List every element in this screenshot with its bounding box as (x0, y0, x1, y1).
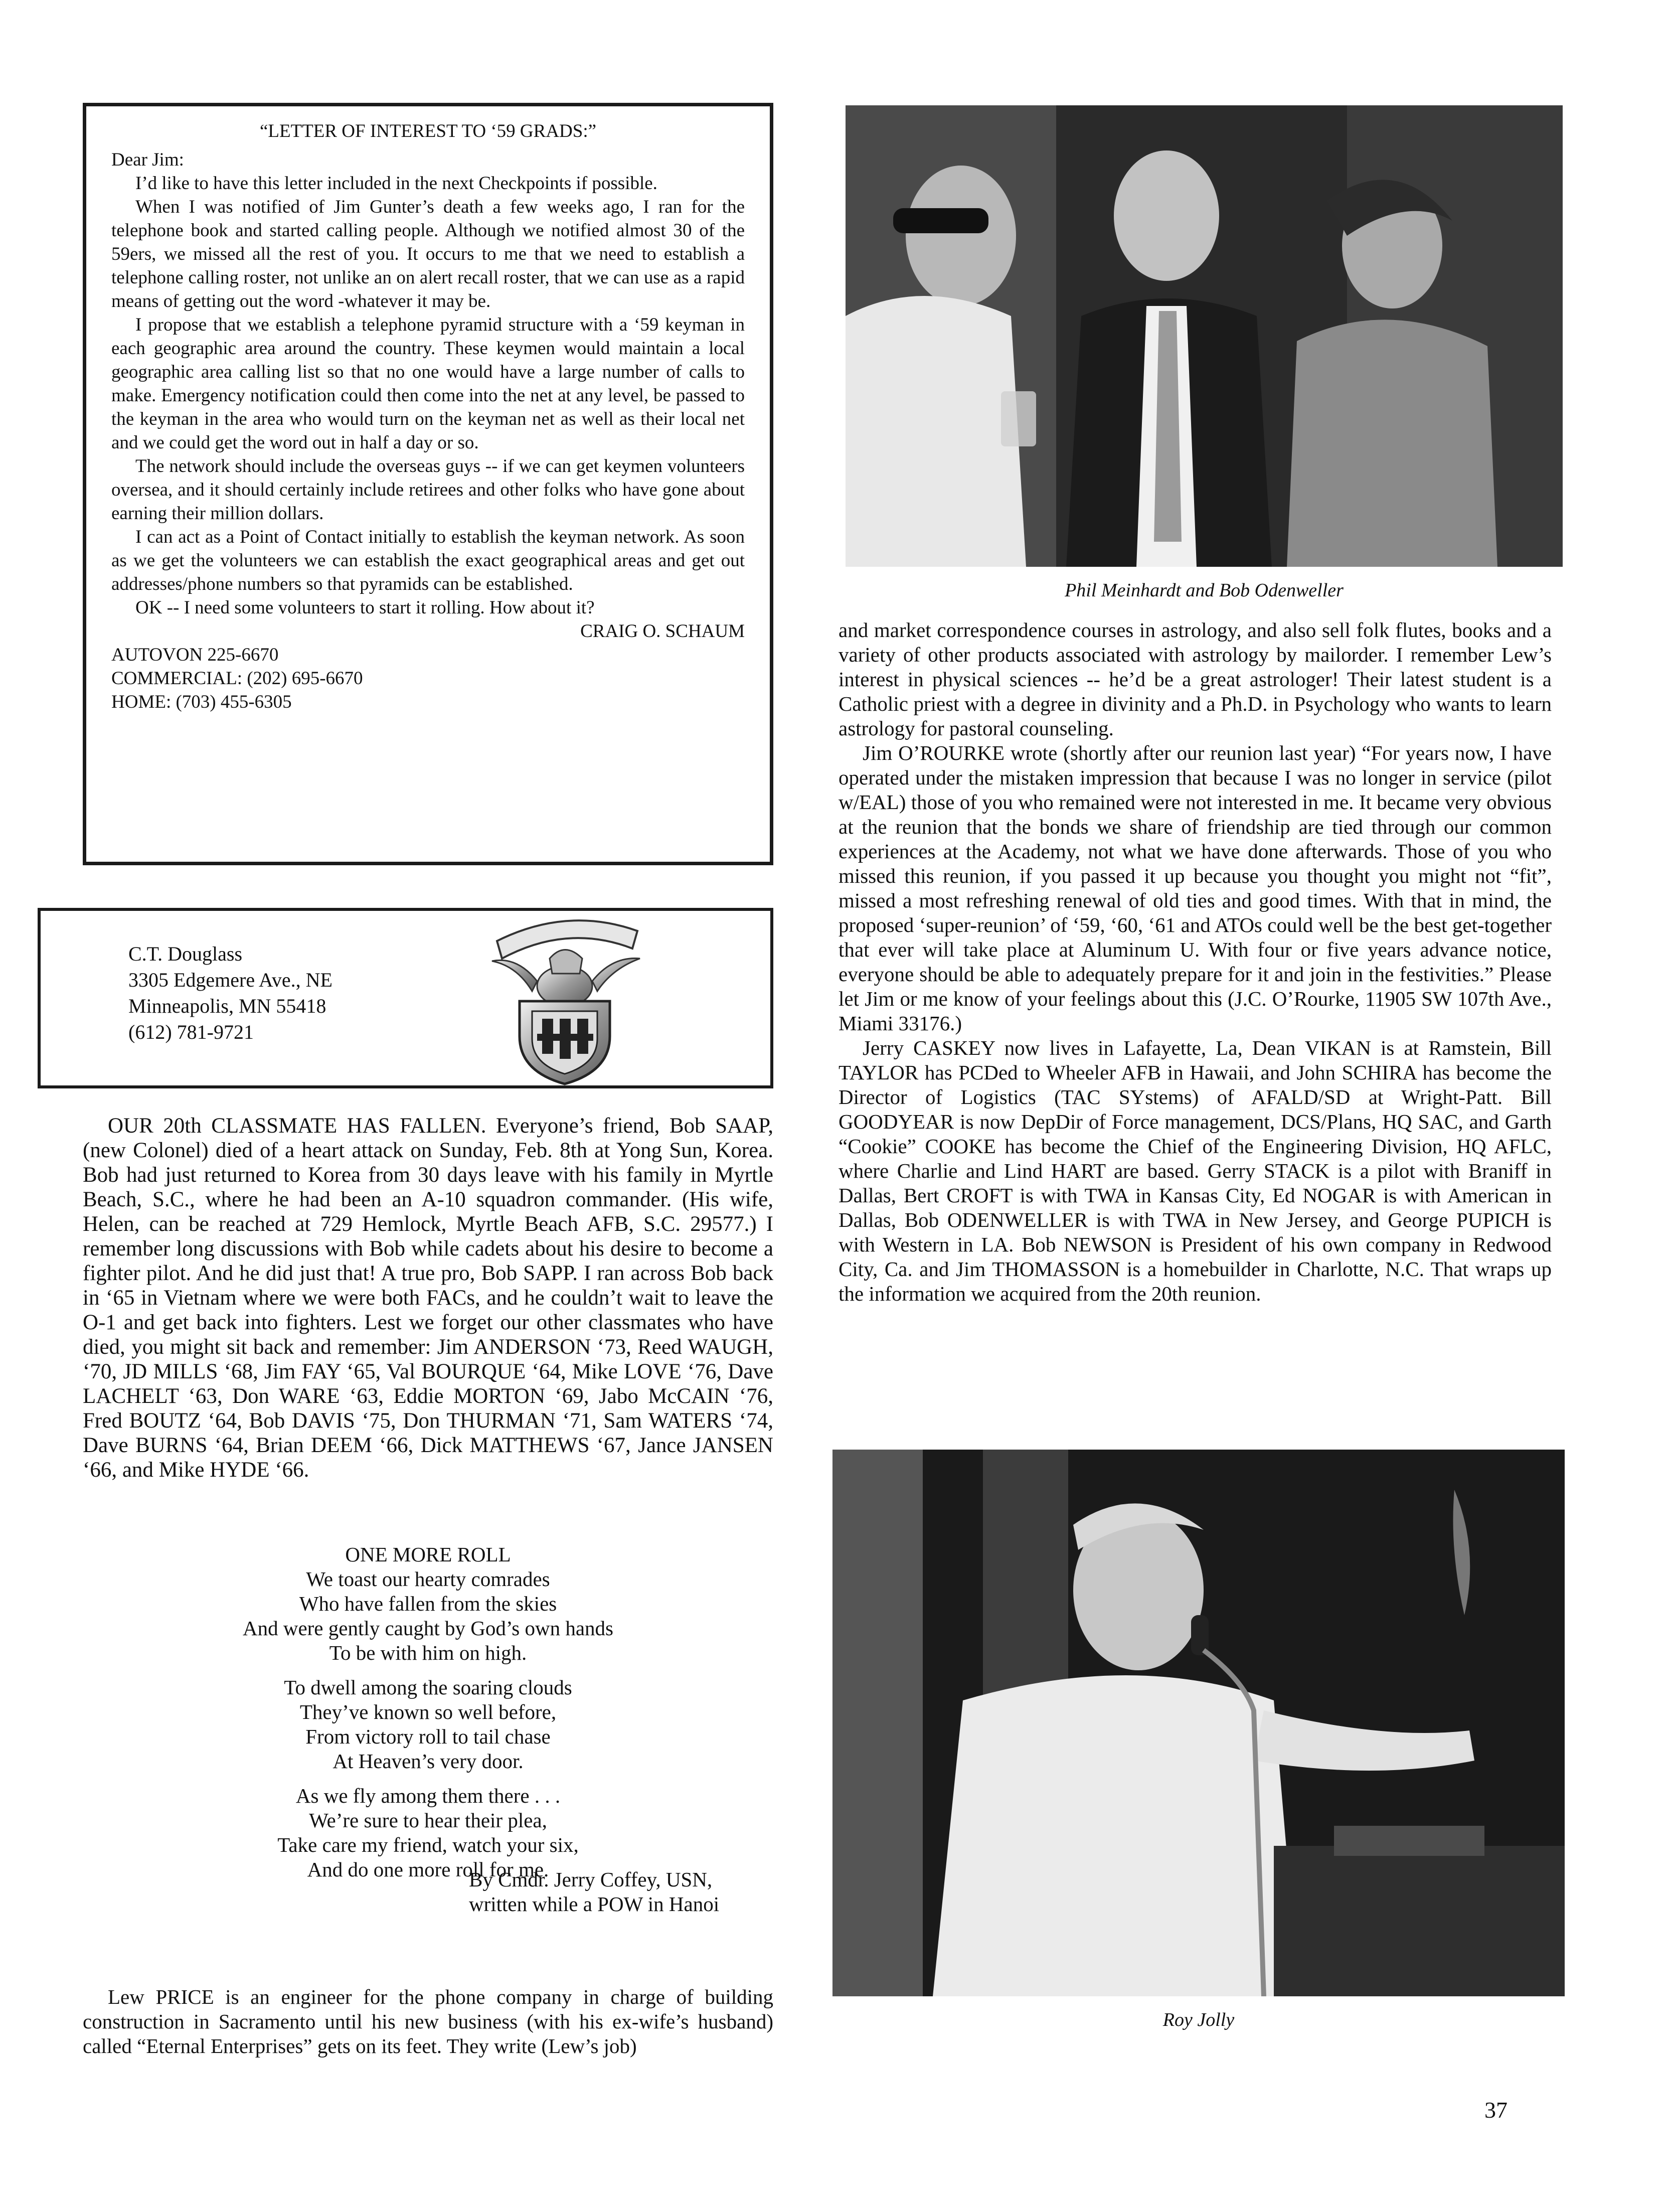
address-name: C.T. Douglass (128, 942, 243, 965)
photo-roy-jolly (832, 1450, 1565, 1996)
letter-signature: CRAIG O. SCHAUM (580, 621, 745, 642)
lew-section (83, 1985, 773, 2059)
letter-contact: AUTOVON 225-6670 (111, 645, 279, 665)
letter-salutation: Dear Jim: (111, 149, 184, 170)
right-paragraph: and market correspondence courses in astrology, and also sell folk flutes, books and a variety of other products associated with astrology by mailorder. I remember Lew’s interest in physical sciences -- he’d be a great astrologer! Their latest student is a Catholic priest with a degree in divinity and a Ph.D. in Psychology who wants to learn astrology for pastoral counseling. (839, 618, 1552, 740)
poem-line: We’re sure to hear their plea, (309, 1809, 547, 1832)
tribute-section (83, 1114, 773, 1482)
address-phone: (612) 781-9721 (128, 1021, 254, 1043)
poem-line: From victory roll to tail chase (305, 1725, 551, 1748)
right-paragraph: Jim O’ROURKE wrote (shortly after our reunion last year) “For years now, I have operated under the mistaken impression that because I was no longer in service (pilot w/EAL) those of you who remained were not interested in me. It became very obvious at the reunion that the bonds we share of friendship are tied through our common experiences at the Academy, not what we have done afterwards. Those of you who missed this reunion, if you passed it up because you thought you might not “fit”, missed a most refreshing renewal of old ties and good times. With that in mind, the proposed ‘super-reunion’ of ‘59, ‘60, ‘61 and ATOs could well be the best get-together that ever will take place at Aluminum U. With four or five years advance notice, everyone should be able to adequately prepare for it and join in the festivities.” Please let Jim or me know of your feelings about this (J.C. O’Rourke, 11905 SW 107th Ave., Miami 33176.) (839, 741, 1552, 1035)
letter-heading: “LETTER OF INTEREST TO ‘59 GRADS:” (259, 121, 597, 141)
photo-caption: Phil Meinhardt and Bob Odenweller (1065, 580, 1344, 601)
address-box (38, 908, 773, 1088)
letter-paragraph: When I was notified of Jim Gunter’s death a few weeks ago, I ran for the telephone book and started calling people. Although we notified almost 30 of the 59ers, we missed all the rest of you. It occurs to me that we need to establish a telephone calling roster, not unlike an on alert recall roster, that we can use as a rapid means of getting out the word -whatever it may be. (111, 197, 745, 311)
address-city: Minneapolis, MN 55418 (128, 995, 326, 1017)
page-number: 37 (1484, 2097, 1508, 2123)
letter-paragraph: I’d like to have this letter included in the next Checkpoints if possible. (135, 173, 657, 194)
photo-image (832, 1450, 1565, 1996)
right-paragraph: Jerry CASKEY now lives in Lafayette, La, Dean VIKAN is at Ramstein, Bill TAYLOR has PCDed to Wheeler AFB in Hawaii, and John SCHIRA has become the Director of Logistics (TAC SYstems) of AFALD/SD at Wright-Patt. Bill GOODYEAR is now DepDir of Force management, DCS/Plans, HQ SAC, and Garth “Cookie” COOKE has become the Chief of the Engineering Division, HQ AFLC, where Charlie and Lind HART are based. Gerry STACK is a pilot with Braniff in Dallas, Bert CROFT is with TWA in Kansas City, Ed NOGAR is with American in Dallas, Bob ODENWELLER is with TWA in New Jersey, and George PUPICH is with Western in LA. Bob NEWSON is President of his own company in Redwood City, Ca. and Jim THOMASSON is a homebuilder in Charlotte, N.C. That wraps up the information we acquired from the 20th reunion. (839, 1036, 1552, 1305)
poem-line: And do one more roll for me. (307, 1858, 549, 1881)
letter-box (83, 103, 773, 865)
poem-line: To dwell among the soaring clouds (284, 1676, 572, 1699)
poem-line: As we fly among them there . . . (295, 1784, 561, 1807)
poem-line: We toast our hearty comrades (306, 1567, 550, 1591)
west-point-crest-icon (462, 911, 673, 1085)
poem-stanza (83, 1675, 773, 1774)
tribute-paragraph: OUR 20th CLASSMATE HAS FALLEN. Everyone’s friend, Bob SAAP, (new Colonel) died of a heart attack on Sunday, Feb. 8th at Yong Sun, Korea. Bob had just returned to Korea from 30 days leave with his family in Myrtle Beach, S.C., where he had been an A-10 squadron commander. (His wife, Helen, can be reached at 729 Hemlock, Myrtle Beach AFB, S.C. 29577.) I remember long discussions with Bob while cadets about his desire to become a fighter pilot. And he did just that! A true pro, Bob SAPP. I ran across Bob back in ‘65 in Vietnam where we were both FACs, and he couldn’t wait to leave the O-1 and get back into fighters. Lest we forget our other classmates who have died, you might sit back and remember: Jim ANDERSON ‘73, Reed WAUGH, ‘70, JD MILLS ‘68, Jim FAY ‘65, Val BOURQUE ‘64, Mike LOVE ‘76, Dave LACHELT ‘63, Don WARE ‘63, Eddie MORTON ‘69, Jabo McCAIN ‘76, Fred BOUTZ ‘64, Bob DAVIS ‘75, Don THURMAN ‘71, Sam WATERS ‘74, Dave BURNS ‘64, Brian DEEM ‘66, Dick MATTHEWS ‘67, Jance JANSEN ‘66, and Mike HYDE ‘66. (83, 1114, 773, 1482)
poem-credit-line: written while a POW in Hanoi (469, 1892, 720, 1916)
letter-contact: HOME: (703) 455-6305 (111, 692, 292, 712)
photo-meinhardt-odenweller (846, 105, 1563, 567)
right-column-text (839, 618, 1552, 1306)
poem-credit (83, 1867, 773, 1917)
photo-caption: Roy Jolly (1162, 2009, 1235, 2030)
address-block (128, 941, 332, 1045)
letter-contact: COMMERCIAL: (202) 695-6670 (111, 668, 363, 689)
poem-title: ONE MORE ROLL (345, 1543, 511, 1566)
letter-paragraph: I propose that we establish a telephone pyramid structure with a ‘59 keyman in each geographic area around the country. These keymen would maintain a local geographic area calling list so that no one would have a large number of calls to make. Emergency notification could then come into the net at any level, be passed to the keyman in the area who would turn on the keyman net as well as their local net and we could get the word out in half a day or so. (111, 314, 745, 453)
poem-line: To be with him on high. (329, 1641, 527, 1664)
poem-line: And were gently caught by God’s own hands (242, 1617, 613, 1640)
letter-paragraph: OK -- I need some volunteers to start it rolling. How about it? (135, 597, 595, 618)
poem-line: Take care my friend, watch your six, (277, 1833, 579, 1856)
poem-line: At Heaven’s very door. (332, 1750, 524, 1773)
photo-image (846, 105, 1563, 567)
poem-line: They’ve known so well before, (299, 1700, 557, 1723)
letter-paragraph: I can act as a Point of Contact initially to establish the keyman network. As soon as we get the volunteers we can establish the exact geographical areas and get out addresses/phone numbers so that pyramids can be established. (111, 527, 745, 594)
poem-stanza (83, 1567, 773, 1665)
lew-paragraph: Lew PRICE is an engineer for the phone company in charge of building construction in Sacramento until his new business (with his ex-wife’s husband) called “Eternal Enterprises” gets on its feet. They write (Lew’s job) (83, 1985, 773, 2058)
poem-credit-line: By Cmdr. Jerry Coffey, USN, (469, 1868, 713, 1891)
letter-paragraph: The network should include the overseas guys -- if we can get keymen volunteers oversea, and it should certainly include retirees and other folks who have gone about earning their million dollars. (111, 456, 745, 524)
poem (83, 1542, 773, 1882)
address-street: 3305 Edgemere Ave., NE (128, 969, 332, 991)
poem-line: Who have fallen from the skies (299, 1592, 557, 1615)
